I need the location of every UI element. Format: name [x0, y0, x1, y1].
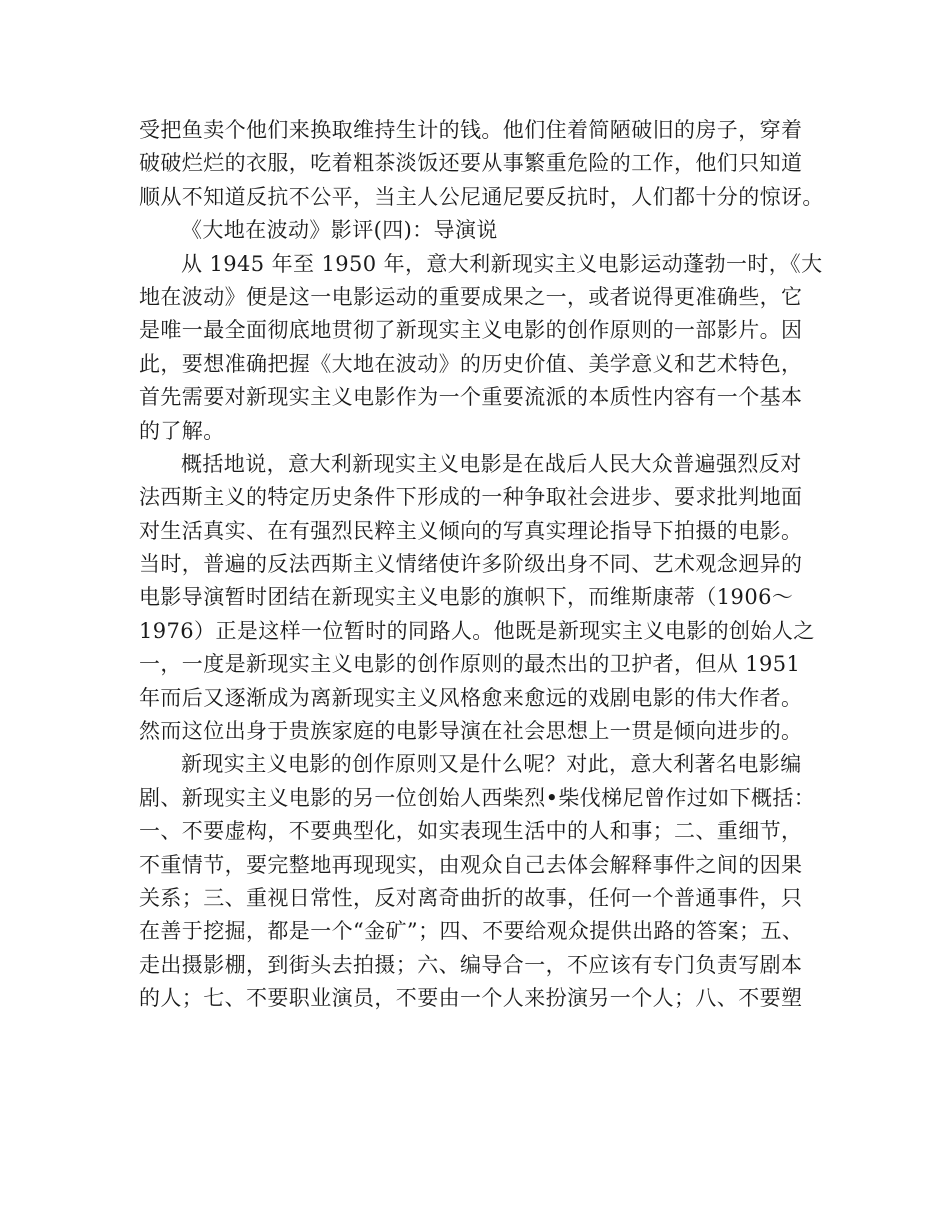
- text-line: 一，一度是新现实主义电影的创作原则的最杰出的卫护者，但从 1951: [139, 652, 801, 677]
- text-line: 是唯一最全面彻底地贯彻了新现实主义电影的创作原则的一部影片。因: [139, 318, 803, 343]
- text-line: 年而后又逐渐成为离新现实主义风格愈来愈远的戏剧电影的伟大作者。: [139, 685, 803, 710]
- text-line: 走出摄影棚，到街头去拍摄；六、编导合一，不应该有专门负责写剧本: [139, 952, 803, 977]
- text-line: 剧、新现实主义电影的另一位创始人西柴烈•柴伐梯尼曾作过如下概括：: [139, 785, 816, 810]
- text-line: 然而这位出身于贵族家庭的电影导演在社会思想上一贯是倾向进步的。: [139, 719, 803, 744]
- text-line: 法西斯主义的特定历史条件下形成的一种争取社会进步、要求批判地面: [139, 485, 803, 510]
- text-line: 在善于挖掘，都是一个“金矿”；四、不要给观众提供出路的答案；五、: [139, 919, 804, 944]
- text-line: 此，要想准确把握《大地在波动》的历史价值、美学意义和艺术特色，: [139, 351, 803, 376]
- body-text: [139, 114, 824, 1016]
- text-line: 关系；三、重视日常性，反对离奇曲折的故事，任何一个普通事件，只: [139, 885, 803, 910]
- text-line: 一、不要虚构，不要典型化，如实表现生活中的人和事；二、重细节，: [139, 819, 803, 844]
- section-heading: 《大地在波动》影评(四)：导演说: [181, 218, 498, 243]
- text-line: 新现实主义电影的创作原则又是什么呢？对此，意大利著名电影编: [181, 752, 802, 777]
- text-line: 破破烂烂的衣服，吃着粗茶淡饭还要从事繁重危险的工作，他们只知道: [139, 151, 803, 176]
- text-line: 对生活真实、在有强烈民粹主义倾向的写真实理论指导下拍摄的电影。: [139, 518, 803, 543]
- text-line: 不重情节，要完整地再现现实，由观众自己去体会解释事件之间的因果: [139, 852, 803, 877]
- text-line: 首先需要对新现实主义电影作为一个重要流派的本质性内容有一个基本: [139, 385, 803, 410]
- text-line: 的了解。: [139, 418, 225, 443]
- text-line: 电影导演暂时团结在新现实主义电影的旗帜下，而维斯康蒂（1906～: [139, 585, 794, 610]
- text-line: 从 1945 年至 1950 年，意大利新现实主义电影运动蓬勃一时，《大: [181, 251, 823, 276]
- text-line: 的人；七、不要职业演员，不要由一个人来扮演另一个人；八、不要塑: [139, 986, 803, 1011]
- text-line: 概括地说，意大利新现实主义电影是在战后人民大众普遍强烈反对: [181, 451, 802, 476]
- text-line: 受把鱼卖个他们来换取维持生计的钱。他们住着简陋破旧的房子，穿着: [139, 118, 803, 142]
- text-line: 1976）正是这样一位暂时的同路人。他既是新现实主义电影的创始人之: [139, 618, 815, 643]
- text-line: 顺从不知道反抗不公平，当主人公尼通尼要反抗时，人们都十分的惊讶。: [139, 184, 824, 209]
- text-line: 当时，普遍的反法西斯主义情绪使许多阶级出身不同、艺术观念迥异的: [139, 552, 803, 577]
- text-line: 地在波动》便是这一电影运动的重要成果之一，或者说得更准确些，它: [139, 284, 803, 309]
